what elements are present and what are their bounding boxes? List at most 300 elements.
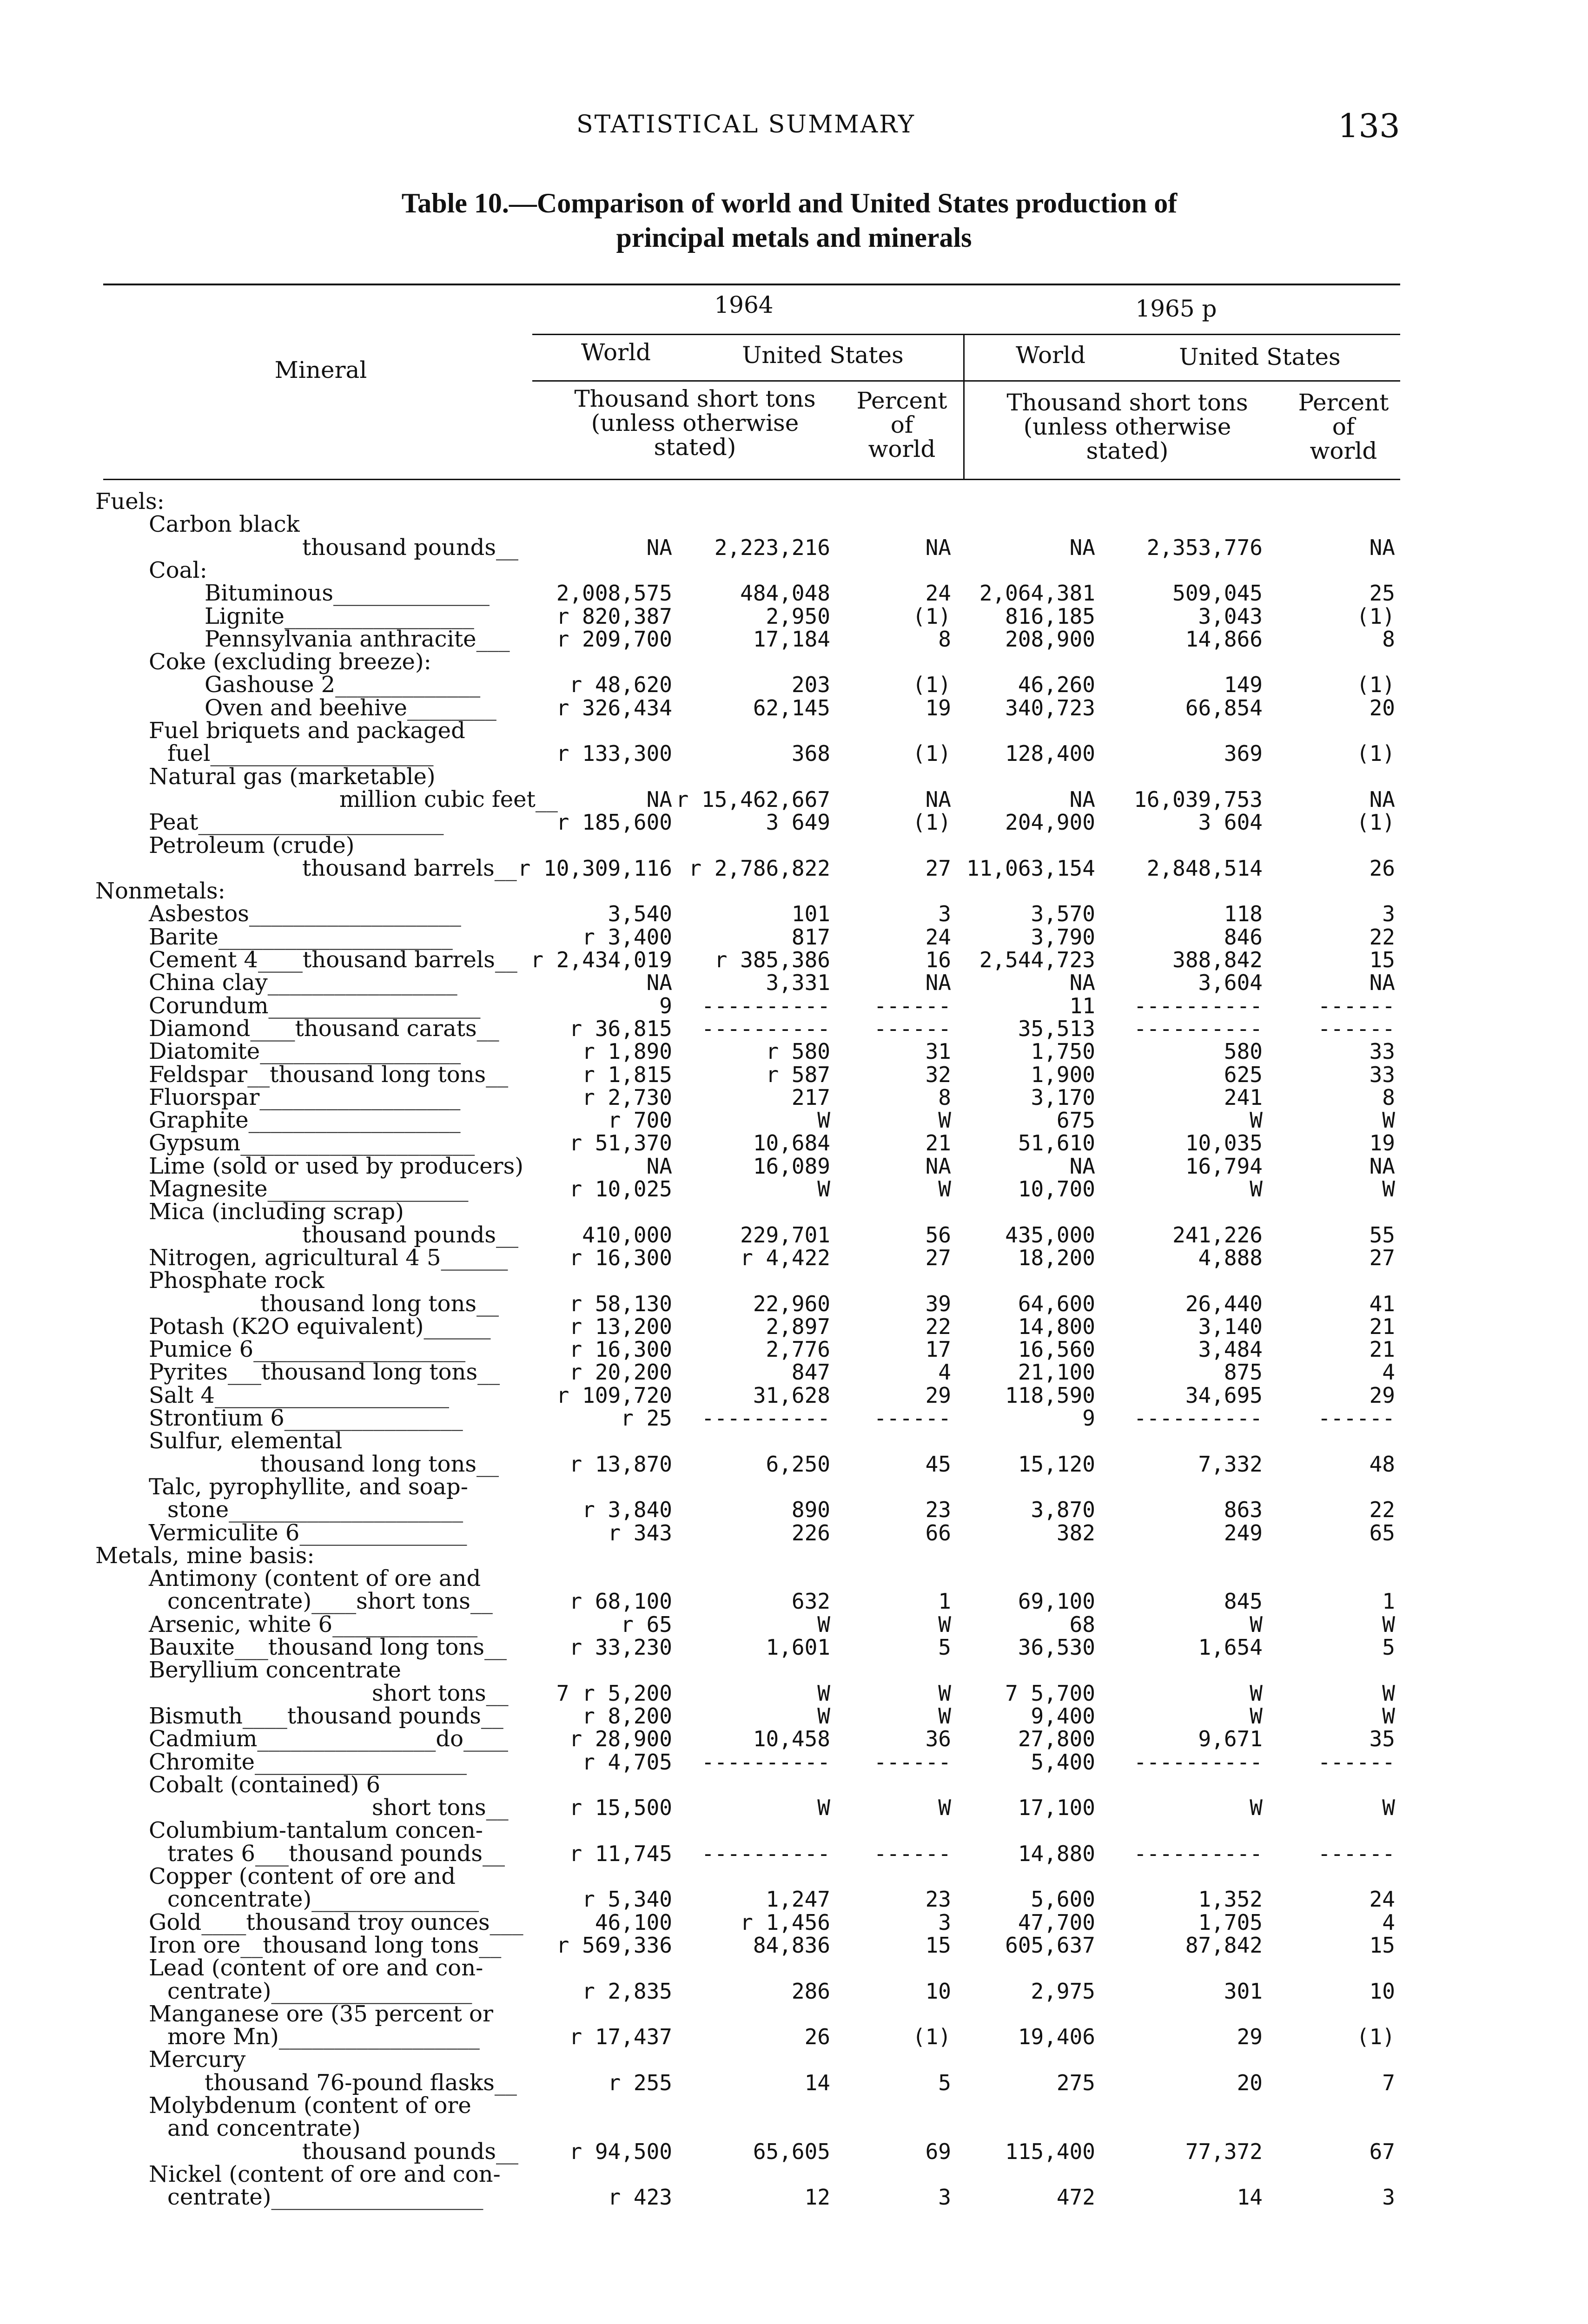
- cell-value: 128,400: [1005, 741, 1095, 766]
- row-label: China clay_________________: [149, 970, 457, 996]
- cell-value: 51,610: [1018, 1130, 1095, 1155]
- cell-value: 34,695: [1185, 1383, 1263, 1408]
- cell-value: 2,544,723: [979, 947, 1095, 972]
- cell-value: 16,560: [1018, 1337, 1095, 1362]
- cell-value: r 15,500: [569, 1795, 672, 1820]
- cell-value: 9: [1082, 1406, 1095, 1431]
- cell-value: 5: [1382, 1635, 1395, 1660]
- cell-value: 229,701: [740, 1222, 830, 1248]
- table-row: [0, 2140, 1588, 2163]
- cell-value: r 700: [608, 1108, 672, 1133]
- table-row: [0, 720, 1588, 742]
- caption-line-2: principal metals and minerals: [616, 222, 972, 253]
- row-label: Pumice 6___________________: [149, 1336, 466, 1362]
- table-row: [0, 1476, 1588, 1498]
- cell-value: 118: [1224, 901, 1263, 926]
- cell-value: 9: [659, 993, 672, 1018]
- cell-value: NA: [646, 970, 672, 995]
- cell-value: 69,100: [1018, 1589, 1095, 1614]
- cell-value: 3,570: [1031, 901, 1095, 926]
- cell-value: NA: [1069, 535, 1095, 560]
- row-label: Fluorspar__________________: [149, 1084, 461, 1110]
- table-row: [0, 1888, 1588, 1910]
- cell-value: 14,800: [1018, 1314, 1095, 1339]
- row-label: Coal:: [149, 557, 207, 583]
- cell-value: NA: [1069, 787, 1095, 812]
- row-label: thousand pounds__: [302, 535, 518, 561]
- cell-value: 62,145: [753, 695, 830, 720]
- row-label: Salt 4_____________________: [149, 1382, 449, 1408]
- cell-value: 45: [925, 1452, 951, 1477]
- row-label: Lime (sold or used by producers): [149, 1153, 523, 1179]
- cell-value: 1: [1382, 1589, 1395, 1614]
- cell-value: r 13,200: [569, 1314, 672, 1339]
- cell-value: r 25: [621, 1406, 672, 1431]
- cell-value: 20: [1369, 695, 1395, 720]
- row-label: Fuel briquets and packaged: [149, 718, 465, 744]
- cell-value: 22,960: [753, 1291, 830, 1316]
- table-row: [0, 1109, 1588, 1131]
- cell-value: W: [938, 1612, 951, 1637]
- cell-value: 1,705: [1198, 1910, 1263, 1935]
- cell-value: 5: [938, 1635, 951, 1660]
- cell-value: 3,604: [1198, 970, 1263, 995]
- cell-value: 817: [791, 924, 830, 950]
- table-row: [0, 1338, 1588, 1360]
- row-label: million cubic feet__: [339, 786, 558, 812]
- table-row: [0, 2026, 1588, 2048]
- row-label: Pennsylvania anthracite___: [205, 626, 510, 652]
- cell-value: 2,897: [766, 1314, 830, 1339]
- cell-value: 19,406: [1018, 2024, 1095, 2049]
- table-row: [0, 971, 1588, 994]
- cell-value: 31: [925, 1039, 951, 1064]
- cell-value: 203: [791, 672, 830, 697]
- row-label: Natural gas (marketable): [149, 764, 436, 790]
- cell-value: 31,628: [753, 1383, 830, 1408]
- cell-value: r 580: [766, 1039, 830, 1064]
- row-label: Diamond____thousand carats__: [149, 1016, 499, 1042]
- cell-value: 875: [1224, 1360, 1263, 1385]
- row-label: Columbium-tantalum concen-: [149, 1817, 483, 1843]
- cell-value: NA: [1369, 1154, 1395, 1179]
- table-row: [0, 903, 1588, 925]
- table-row: [0, 1567, 1588, 1590]
- cell-value: 26: [804, 2024, 830, 2049]
- cell-value: 382: [1056, 1520, 1095, 1545]
- row-label: Pyrites___thousand long tons__: [149, 1359, 500, 1385]
- cell-value: 10: [1369, 1979, 1395, 2004]
- cell-value: 217: [791, 1085, 830, 1110]
- cell-value: 149: [1224, 672, 1263, 697]
- table-row: [0, 2117, 1588, 2139]
- row-label: fuel____________________: [167, 740, 434, 766]
- table-row: [0, 559, 1588, 581]
- table-row: [0, 1796, 1588, 1819]
- table-row: [0, 834, 1588, 857]
- row-label: Feldspar__thousand long tons__: [149, 1062, 509, 1088]
- cell-value: r 13,870: [569, 1452, 672, 1477]
- cell-value: W: [1250, 1612, 1263, 1637]
- cell-value: 23: [925, 1497, 951, 1522]
- cell-value: r 1,456: [740, 1910, 830, 1935]
- cell-value: 3: [938, 2185, 951, 2210]
- cell-value: W: [1382, 1176, 1395, 1202]
- cell-value: 16,089: [753, 1154, 830, 1179]
- cell-value: r 3,840: [582, 1497, 672, 1522]
- cell-value: NA: [646, 787, 672, 812]
- cell-value: r 51,370: [569, 1130, 672, 1155]
- row-label: Fuels:: [95, 489, 165, 515]
- cell-value: 27: [925, 856, 951, 881]
- cell-value: 64,600: [1018, 1291, 1095, 1316]
- cell-value: r 36,815: [569, 1016, 672, 1041]
- unit-line-3: stated): [1086, 437, 1169, 464]
- row-label: centrate)__________________: [167, 1978, 472, 2004]
- row-label: short tons__: [372, 1680, 509, 1706]
- cell-value: 3 604: [1198, 810, 1263, 835]
- cell-value: 87,842: [1185, 1933, 1263, 1958]
- cell-value: 77,372: [1185, 2139, 1263, 2164]
- row-label: Phosphate rock: [149, 1268, 324, 1294]
- cell-value: (1): [1356, 604, 1395, 629]
- table-row: [0, 880, 1588, 902]
- cell-value: r 10,309,116: [517, 856, 672, 881]
- row-label: Barite_____________________: [149, 924, 453, 950]
- cell-value: 3,540: [608, 901, 672, 926]
- cell-value: 29: [1237, 2024, 1263, 2049]
- row-label: Cobalt (contained) 6: [149, 1772, 381, 1798]
- cell-value: ------: [873, 1406, 951, 1431]
- cell-value: NA: [1369, 970, 1395, 995]
- cell-value: 226: [791, 1520, 830, 1545]
- table-row: [0, 1247, 1588, 1269]
- cell-value: 7 r 5,200: [556, 1681, 672, 1706]
- table-row: [0, 1842, 1588, 1865]
- cell-value: 2,975: [1031, 1979, 1095, 2004]
- cell-value: 101: [791, 901, 830, 926]
- cell-value: 1,247: [766, 1887, 830, 1912]
- cell-value: ----------: [701, 1406, 830, 1431]
- cell-value: 368: [791, 741, 830, 766]
- row-label: trates 6___thousand pounds__: [167, 1841, 505, 1867]
- cell-value: 816,185: [1005, 604, 1095, 629]
- cell-value: 26: [1369, 856, 1395, 881]
- cell-value: 369: [1224, 741, 1263, 766]
- cell-value: 23: [925, 1887, 951, 1912]
- table-row: [0, 582, 1588, 604]
- cell-value: 4: [938, 1360, 951, 1385]
- cell-value: 46,260: [1018, 672, 1095, 697]
- cell-value: 3,331: [766, 970, 830, 995]
- cell-value: 2,008,575: [556, 581, 672, 606]
- percent-line-1: Percent: [1298, 389, 1389, 416]
- cell-value: 15,120: [1018, 1452, 1095, 1477]
- cell-value: 8: [938, 1085, 951, 1110]
- cell-value: r 1,815: [582, 1062, 672, 1087]
- cell-value: 22: [925, 1314, 951, 1339]
- cell-value: r 20,200: [569, 1360, 672, 1385]
- cell-value: 26,440: [1185, 1291, 1263, 1316]
- table-row: [0, 1017, 1588, 1040]
- row-label: Bituminous______________: [205, 580, 490, 606]
- cell-value: 24: [1369, 1887, 1395, 1912]
- cell-value: 33: [1369, 1062, 1395, 1087]
- table-row: [0, 1980, 1588, 2002]
- row-label: Oven and beehive________: [205, 695, 496, 721]
- cell-value: 22: [1369, 924, 1395, 950]
- row-label: Molybdenum (content of ore: [149, 2093, 471, 2119]
- cell-value: ------: [873, 1750, 951, 1775]
- cell-value: 3: [1382, 2185, 1395, 2210]
- cell-value: 410,000: [582, 1222, 672, 1248]
- cell-value: r 569,336: [556, 1933, 672, 1958]
- cell-value: 118,590: [1005, 1383, 1095, 1408]
- cell-value: r 33,230: [569, 1635, 672, 1660]
- cell-value: 847: [791, 1360, 830, 1385]
- cell-value: 6,250: [766, 1452, 830, 1477]
- cell-value: W: [1382, 1703, 1395, 1729]
- row-label: Lead (content of ore and con-: [149, 1955, 483, 1981]
- cell-value: 1,750: [1031, 1039, 1095, 1064]
- cell-value: 10: [925, 1979, 951, 2004]
- cell-value: (1): [912, 672, 951, 697]
- cell-value: 846: [1224, 924, 1263, 950]
- cell-value: 632: [791, 1589, 830, 1614]
- cell-value: 29: [1369, 1383, 1395, 1408]
- cell-value: 2,353,776: [1146, 535, 1263, 560]
- cell-value: r 109,720: [556, 1383, 672, 1408]
- cell-value: 47,700: [1018, 1910, 1095, 1935]
- table-row: [0, 536, 1588, 559]
- percent-line-3: world: [868, 436, 936, 462]
- cell-value: 9,400: [1031, 1703, 1095, 1729]
- table-row: [0, 742, 1588, 765]
- cell-value: 509,045: [1172, 581, 1263, 606]
- cell-value: W: [817, 1108, 830, 1133]
- table-row: [0, 1201, 1588, 1223]
- cell-value: W: [938, 1176, 951, 1202]
- table-row: [0, 1499, 1588, 1521]
- cell-value: 3,170: [1031, 1085, 1095, 1110]
- cell-value: ----------: [1134, 993, 1263, 1018]
- cell-value: r 2,730: [582, 1085, 672, 1110]
- cell-value: ----------: [1134, 1406, 1263, 1431]
- table-row: [0, 1086, 1588, 1109]
- table-row: [0, 1590, 1588, 1612]
- table-row: [0, 2186, 1588, 2208]
- cell-value: 3,043: [1198, 604, 1263, 629]
- row-label: Gold____thousand troy ounces___: [149, 1909, 523, 1935]
- unit-line-2: (unless otherwise: [1023, 413, 1231, 440]
- cell-value: 17,100: [1018, 1795, 1095, 1820]
- cell-value: W: [938, 1108, 951, 1133]
- table-row: [0, 1613, 1588, 1636]
- cell-value: ----------: [1134, 1841, 1263, 1866]
- cell-value: 65,605: [753, 2139, 830, 2164]
- cell-value: 24: [925, 924, 951, 950]
- cell-value: 435,000: [1005, 1222, 1095, 1248]
- row-label: Copper (content of ore and: [149, 1863, 456, 1889]
- cell-value: r 8,200: [582, 1703, 672, 1729]
- table-row: [0, 857, 1588, 879]
- row-label: Beryllium concentrate: [149, 1657, 401, 1683]
- table-row: [0, 1040, 1588, 1063]
- cell-value: r 48,620: [569, 672, 672, 697]
- unit-line-1: Thousand short tons: [1006, 389, 1248, 416]
- cell-value: 11: [1069, 993, 1095, 1018]
- cell-value: ------: [873, 1016, 951, 1041]
- row-label: Sulfur, elemental: [149, 1428, 343, 1454]
- cell-value: 66: [925, 1520, 951, 1545]
- cell-value: 46,100: [595, 1910, 672, 1935]
- row-label: thousand long tons__: [260, 1451, 499, 1477]
- table-row: [0, 2048, 1588, 2071]
- row-label: Corundum___________________: [149, 993, 481, 1019]
- percent-line-1: Percent: [856, 387, 947, 414]
- cell-value: 16: [925, 947, 951, 972]
- cell-value: NA: [1069, 1154, 1095, 1179]
- table-row: [0, 1063, 1588, 1086]
- row-label: Gypsum_____________________: [149, 1130, 475, 1156]
- table-row: [0, 926, 1588, 948]
- cell-value: ------: [1317, 1750, 1395, 1775]
- cell-value: 55: [1369, 1222, 1395, 1248]
- cell-value: 33: [1369, 1039, 1395, 1064]
- cell-value: 7: [1382, 2070, 1395, 2095]
- cell-value: 8: [938, 627, 951, 652]
- cell-value: 69: [925, 2139, 951, 2164]
- table-row: [0, 1430, 1588, 1452]
- cell-value: r 2,434,019: [530, 947, 672, 972]
- cell-value: r 94,500: [569, 2139, 672, 2164]
- row-label: Cement 4____thousand barrels__: [149, 947, 517, 973]
- cell-value: (1): [912, 2024, 951, 2049]
- cell-value: r 209,700: [556, 627, 672, 652]
- row-label: Potash (K2O equivalent)______: [149, 1314, 491, 1340]
- cell-value: W: [1382, 1612, 1395, 1637]
- row-label: Diatomite__________________: [149, 1038, 461, 1064]
- cell-value: 845: [1224, 1589, 1263, 1614]
- cell-value: W: [1250, 1108, 1263, 1133]
- cell-value: 27: [925, 1245, 951, 1270]
- cell-value: 4,888: [1198, 1245, 1263, 1270]
- cell-value: 27,800: [1018, 1726, 1095, 1751]
- cell-value: 3: [1382, 901, 1395, 926]
- cell-value: r 28,900: [569, 1726, 672, 1751]
- row-label: Nitrogen, agricultural 4 5______: [149, 1245, 508, 1271]
- table-row: [0, 1269, 1588, 1292]
- cell-value: 17,184: [753, 627, 830, 652]
- cell-value: W: [1382, 1795, 1395, 1820]
- cell-value: 2,776: [766, 1337, 830, 1362]
- cell-value: 84,836: [753, 1933, 830, 1958]
- row-label: Arsenic, white 6_____________: [149, 1611, 478, 1637]
- table-row: [0, 1934, 1588, 1956]
- row-label: Iron ore__thousand long tons__: [149, 1932, 502, 1958]
- table-row: [0, 490, 1588, 513]
- cell-value: 275: [1056, 2070, 1095, 2095]
- table-row: [0, 2003, 1588, 2025]
- cell-value: 16,794: [1185, 1154, 1263, 1179]
- cell-value: 8: [1382, 627, 1395, 652]
- row-label: Lignite_________________: [205, 603, 474, 629]
- cell-value: r 1,890: [582, 1039, 672, 1064]
- caption-line-1: Table 10.—Comparison of world and United States production of: [401, 188, 1178, 218]
- cell-value: 17: [925, 1337, 951, 1362]
- cell-value: r 820,387: [556, 604, 672, 629]
- cell-value: ----------: [701, 1841, 830, 1866]
- cell-value: NA: [925, 787, 951, 812]
- cell-value: 32: [925, 1062, 951, 1087]
- cell-value: 1,654: [1198, 1635, 1263, 1660]
- cell-value: r 58,130: [569, 1291, 672, 1316]
- cell-value: W: [817, 1612, 830, 1637]
- cell-value: 4: [1382, 1360, 1395, 1385]
- row-label: Nonmetals:: [95, 878, 225, 904]
- cell-value: ------: [1317, 1016, 1395, 1041]
- cell-value: r 68,100: [569, 1589, 672, 1614]
- cell-value: 11,063,154: [966, 856, 1095, 881]
- cell-value: 16,039,753: [1134, 787, 1263, 812]
- cell-value: r 326,434: [556, 695, 672, 720]
- table-row: [0, 513, 1588, 535]
- cell-value: 2,848,514: [1146, 856, 1263, 881]
- cell-value: ------: [1317, 1841, 1395, 1866]
- cell-value: 472: [1056, 2185, 1095, 2210]
- cell-value: 301: [1224, 1979, 1263, 2004]
- row-label: Asbestos___________________: [149, 901, 461, 927]
- table-row: [0, 1728, 1588, 1750]
- cell-value: W: [817, 1681, 830, 1706]
- cell-value: (1): [1356, 741, 1395, 766]
- table-row: [0, 1453, 1588, 1475]
- cell-value: (1): [912, 741, 951, 766]
- table-row: [0, 628, 1588, 650]
- cell-value: 3: [938, 1910, 951, 1935]
- cell-value: W: [817, 1703, 830, 1729]
- cell-value: 35,513: [1018, 1016, 1095, 1041]
- cell-value: 204,900: [1005, 810, 1095, 835]
- cell-value: 2,950: [766, 604, 830, 629]
- world-1964-header: World: [581, 339, 651, 366]
- cell-value: 19: [1369, 1130, 1395, 1155]
- cell-value: 14,866: [1185, 627, 1263, 652]
- cell-value: NA: [925, 1154, 951, 1179]
- table-row: [0, 1819, 1588, 1842]
- cell-value: 863: [1224, 1497, 1263, 1522]
- cell-value: 7,332: [1198, 1452, 1263, 1477]
- cell-value: 1,601: [766, 1635, 830, 1660]
- us-1964-header: United States: [742, 342, 904, 369]
- row-label: Vermiculite 6_______________: [149, 1520, 467, 1546]
- cell-value: NA: [1369, 787, 1395, 812]
- cell-value: 675: [1056, 1108, 1095, 1133]
- year-1964-header: 1964: [714, 291, 774, 318]
- cell-value: r 2,786,822: [688, 856, 830, 881]
- row-label: stone_____________________: [167, 1497, 463, 1523]
- cell-value: W: [1382, 1681, 1395, 1706]
- cell-value: 21,100: [1018, 1360, 1095, 1385]
- cell-value: r 255: [608, 2070, 672, 2095]
- cell-value: 1,352: [1198, 1887, 1263, 1912]
- cell-value: 15: [1369, 947, 1395, 972]
- table-row: [0, 1865, 1588, 1888]
- cell-value: ----------: [701, 993, 830, 1018]
- table-row: [0, 1522, 1588, 1544]
- cell-value: r 587: [766, 1062, 830, 1087]
- cell-value: 14,880: [1018, 1841, 1095, 1866]
